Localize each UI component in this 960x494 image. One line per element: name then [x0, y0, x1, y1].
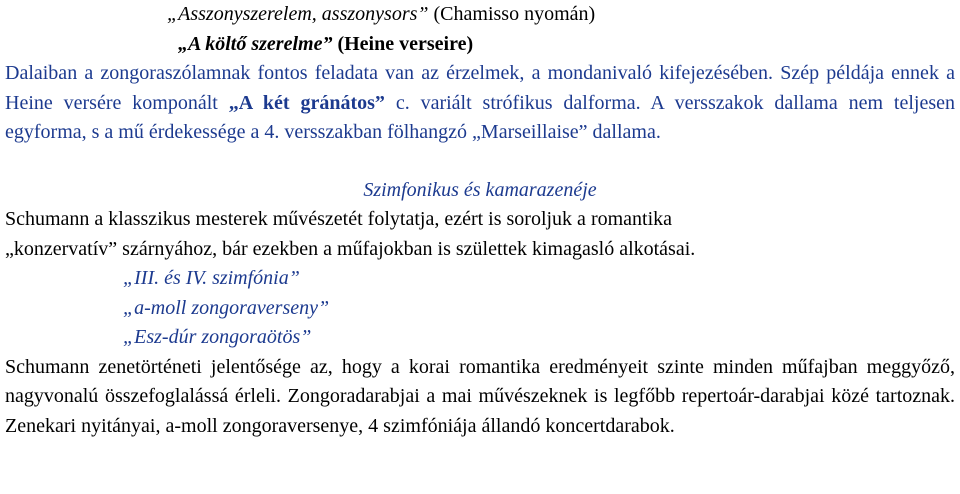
text-segment: Szép példája ennek a Heine versére komponált	[5, 62, 955, 114]
work-title: „A költő szerelme”	[178, 32, 333, 55]
work-title: „Asszonyszerelem, asszonysors”	[167, 3, 429, 25]
work-line-kolto-szerelme	[5, 30, 960, 60]
section-heading: Szimfonikus és kamarazenéje	[363, 178, 597, 201]
works-list-item: „III. és IV. szimfónia”	[123, 267, 300, 289]
paragraph-line: „konzervatív” szárnyához, bár ezekben a műfajokban is születtek kimagasló alkotásai.	[5, 237, 696, 260]
conclusion-paragraph: Schumann zenetörténeti jelentősége az, hogy a korai romantika eredményeit szinte minden műfajban meggyőző, nagyvonalú összefoglalássá érleli. Zongoradarabjai a mai művészeknek is legfőbb repertoár-darabjai közé tartoznak. Zenekari nyitányai, a-moll zongoraversenye, 4 szimfóniája állandó koncertdarabok.	[5, 355, 955, 437]
text-segment: c. variált strófikus dalforma.	[395, 91, 641, 114]
work-line-asszonyszerelem	[5, 0, 960, 30]
work-title: „A két gránátos”	[228, 91, 385, 114]
work-note: (Chamisso nyomán)	[433, 3, 596, 25]
text-segment: „Marseillaise” dallama.	[472, 121, 661, 143]
work-note: (Heine verseire)	[337, 32, 474, 55]
paragraph-line: Schumann a klasszikus mesterek művészetét folytatja, ezért is soroljuk a romantika	[5, 208, 673, 230]
text-segment: A versszakok dallama nem teljesen egyforma, s a mű érdekessége a 4. versszakban fölhangzó	[5, 91, 955, 143]
works-list-item: „Esz-dúr zongoraötös”	[123, 326, 312, 348]
songs-paragraph	[5, 59, 955, 148]
text-segment: Dalaiban a zongoraszólamnak fontos feladata van az érzelmek, a mondanivaló kifejezésében.	[5, 62, 774, 84]
works-list-item: „a-moll zongoraverseny”	[123, 296, 330, 319]
